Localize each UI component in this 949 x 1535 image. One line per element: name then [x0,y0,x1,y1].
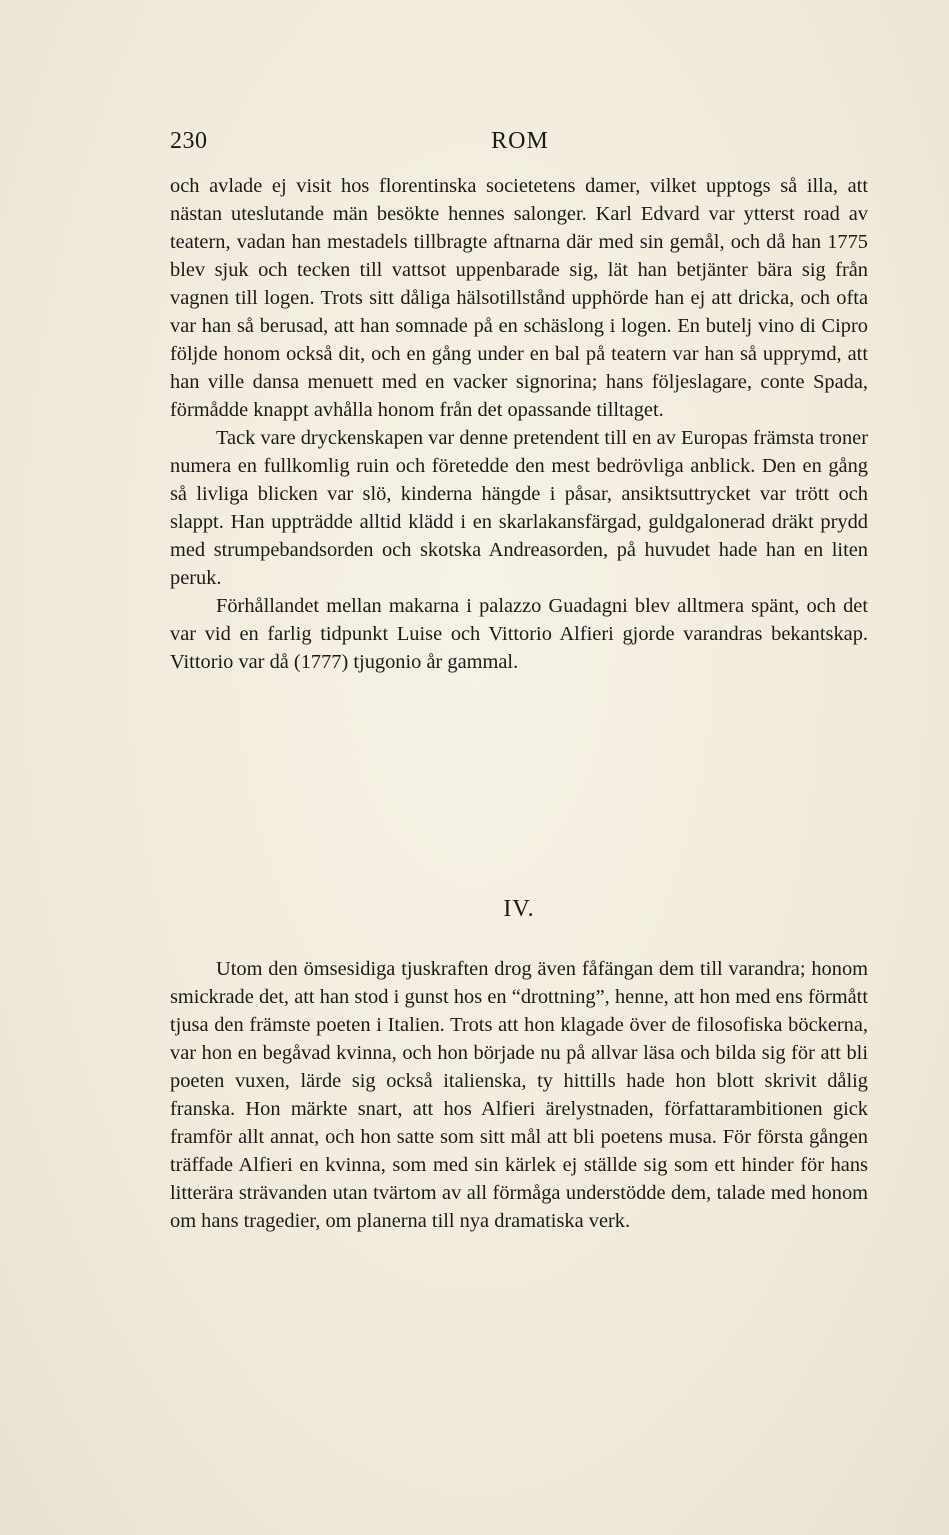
paragraph-2: Tack vare dryckenskapen var denne pretendent till en av Europas främsta troner numera en fullkomlig ruin och företedde den mest bedrövliga anblick. Den en gång så livliga blicken var slö, kinderna hängde i påsar, ansiktsuttrycket var trött och slappt. Han uppträdde alltid klädd i en skarlakansfärgad, guldgalonerad dräkt prydd med strumpebandsorden och skotska Andreasorden, på huvudet hade han en liten peruk. [170,427,868,589]
paragraph-3: Förhållandet mellan makarna i palazzo Guadagni blev alltmera spänt, och det var vid en farlig tidpunkt Luise och Vittorio Alfieri gjorde varandras bekantskap. Vittorio var då (1777) tjugonio år gammal. [170,595,868,673]
page-number: 230 [170,128,208,154]
body-text [170,172,868,676]
paragraph-1: och avlade ej visit hos florentinska societetens damer, vilket upptogs så illa, att nästan uteslutande män besökte hennes salonger. Karl Edvard var ytterst road av teatern, vadan han mestadels tillbragte aftnarna där med sin gemål, och då han 1775 blev sjuk och tecken till vattsot uppenbarade sig, lät han betjänter bära sig från vagnen till logen. Trots sitt dåliga hälsotillstånd upphörde han ej att dricka, och ofta var han så berusad, att han somnade på en schäslong i logen. En butelj vino di Cipro följde honom också dit, och en gång under en bal på teatern var han så upprymd, att han ville dansa menuett med en vacker signorina; hans följeslagare, conte Spada, förmådde knappt avhålla honom från det opassande tilltaget. [170,175,868,421]
section-paragraph: Utom den ömsesidiga tjuskraften drog även fåfängan dem till varandra; honom smickrade det, att han stod i gunst hos en “drottning”, henne, att hon med ens förmått tjusa den främste poeten i Italien. Trots att hon klagade över de filosofiska böckerna, var hon en begåvad kvinna, och hon började nu på allvar läsa och bilda sig för att bli poeten vuxen, lärde sig också italienska, ty hittills hade hon blott skrivit dålig franska. Hon märkte snart, att hos Alfieri ärelystnaden, författarambitionen gick framför allt annat, och hon satte som sitt mål att bli poetens musa. För första gången träffade Alfieri en kvinna, som med sin kärlek ej ställde sig som ett hinder för hans litterära strävanden utan tvärtom av all förmåga understödde dem, talade med honom om hans tragedier, om planerna till nya dramatiska verk. [170,958,868,1232]
section-text [170,955,868,1235]
page-header [170,128,870,168]
section-heading: IV. [503,896,535,922]
running-head: ROM [491,128,549,154]
